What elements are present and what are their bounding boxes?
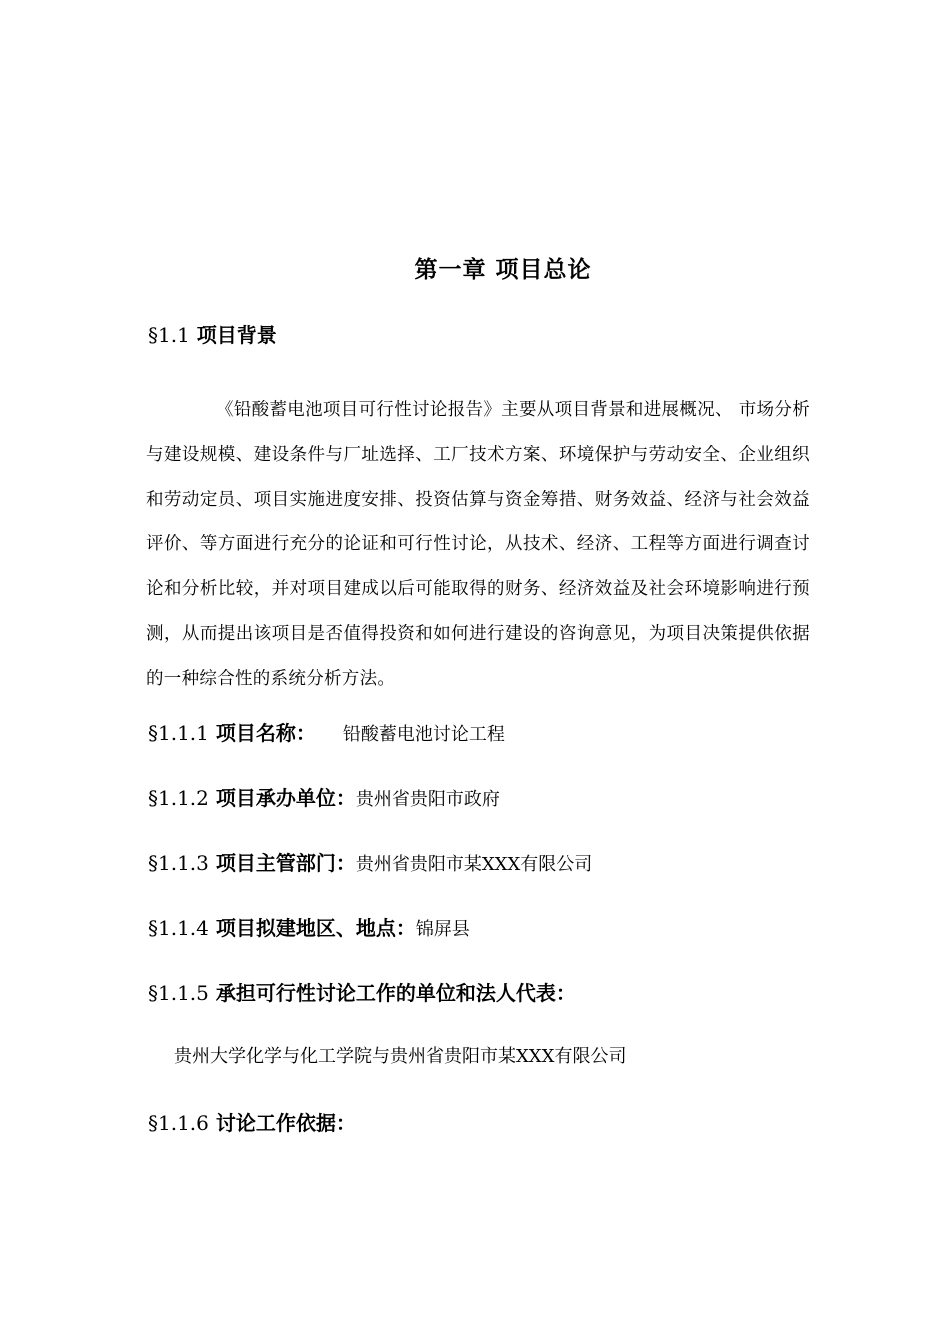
item-label: 承担可行性讨论工作的单位和法人代表： (215, 981, 576, 1005)
item-authority (148, 848, 592, 880)
item-value: 贵州省贵阳市某XXX有限公司 (355, 854, 593, 875)
item-label: 讨论工作依据： (215, 1111, 356, 1135)
item-label: 项目承办单位： (215, 786, 356, 810)
chapter-title: 第一章 项目总论 (414, 257, 592, 283)
item-number: §1.1.2 (148, 786, 209, 810)
item-label: 项目主管部门： (215, 851, 356, 875)
item-label: 项目拟建地区、地点： (215, 916, 416, 940)
section-number: §1.1 (148, 323, 190, 347)
item-number: §1.1.1 (148, 721, 209, 745)
item-label: 项目名称： (215, 721, 316, 745)
section-title: 项目背景 (196, 323, 277, 347)
item-number: §1.1.4 (148, 916, 209, 940)
research-unit-value: 贵州大学化学与化工学院与贵州省贵阳市某XXX有限公司 (174, 1046, 627, 1067)
item-value: 铅酸蓄电池讨论工程 (342, 724, 505, 745)
item-research-unit (148, 978, 576, 1008)
item-number: §1.1.6 (148, 1111, 209, 1135)
item-location (148, 913, 470, 945)
item-basis (148, 1108, 356, 1138)
item-project-name (148, 718, 505, 750)
item-value: 锦屏县 (415, 919, 470, 940)
item-host-unit (148, 783, 500, 815)
item-number: §1.1.3 (148, 851, 209, 875)
item-value: 贵州省贵阳市政府 (355, 789, 500, 810)
item-number: §1.1.5 (148, 981, 209, 1005)
section-heading-1-1 (148, 320, 277, 350)
intro-paragraph: 《铅酸蓄电池项目可行性讨论报告》主要从项目背景和进展概况、 市场分析与建设规模、建设条件与厂址选择、工厂技术方案、环境保护与劳动安全、企业组织和劳动定员、项目实施进度安排、投资估算与资金筹措、财务效益、经济与社会效益评价、等方面进行充分的论证和可行性讨论，从技术、经济、工程等方面进行调查讨论和分析比较，并对项目建成以后可能取得的财务、经济效益及社会环境影响进行预测，从而提出该项目是否值得投资和如何进行建设的咨询意见，为项目决策提供依据的一种综合性的系统分析方法。 (146, 400, 810, 689)
